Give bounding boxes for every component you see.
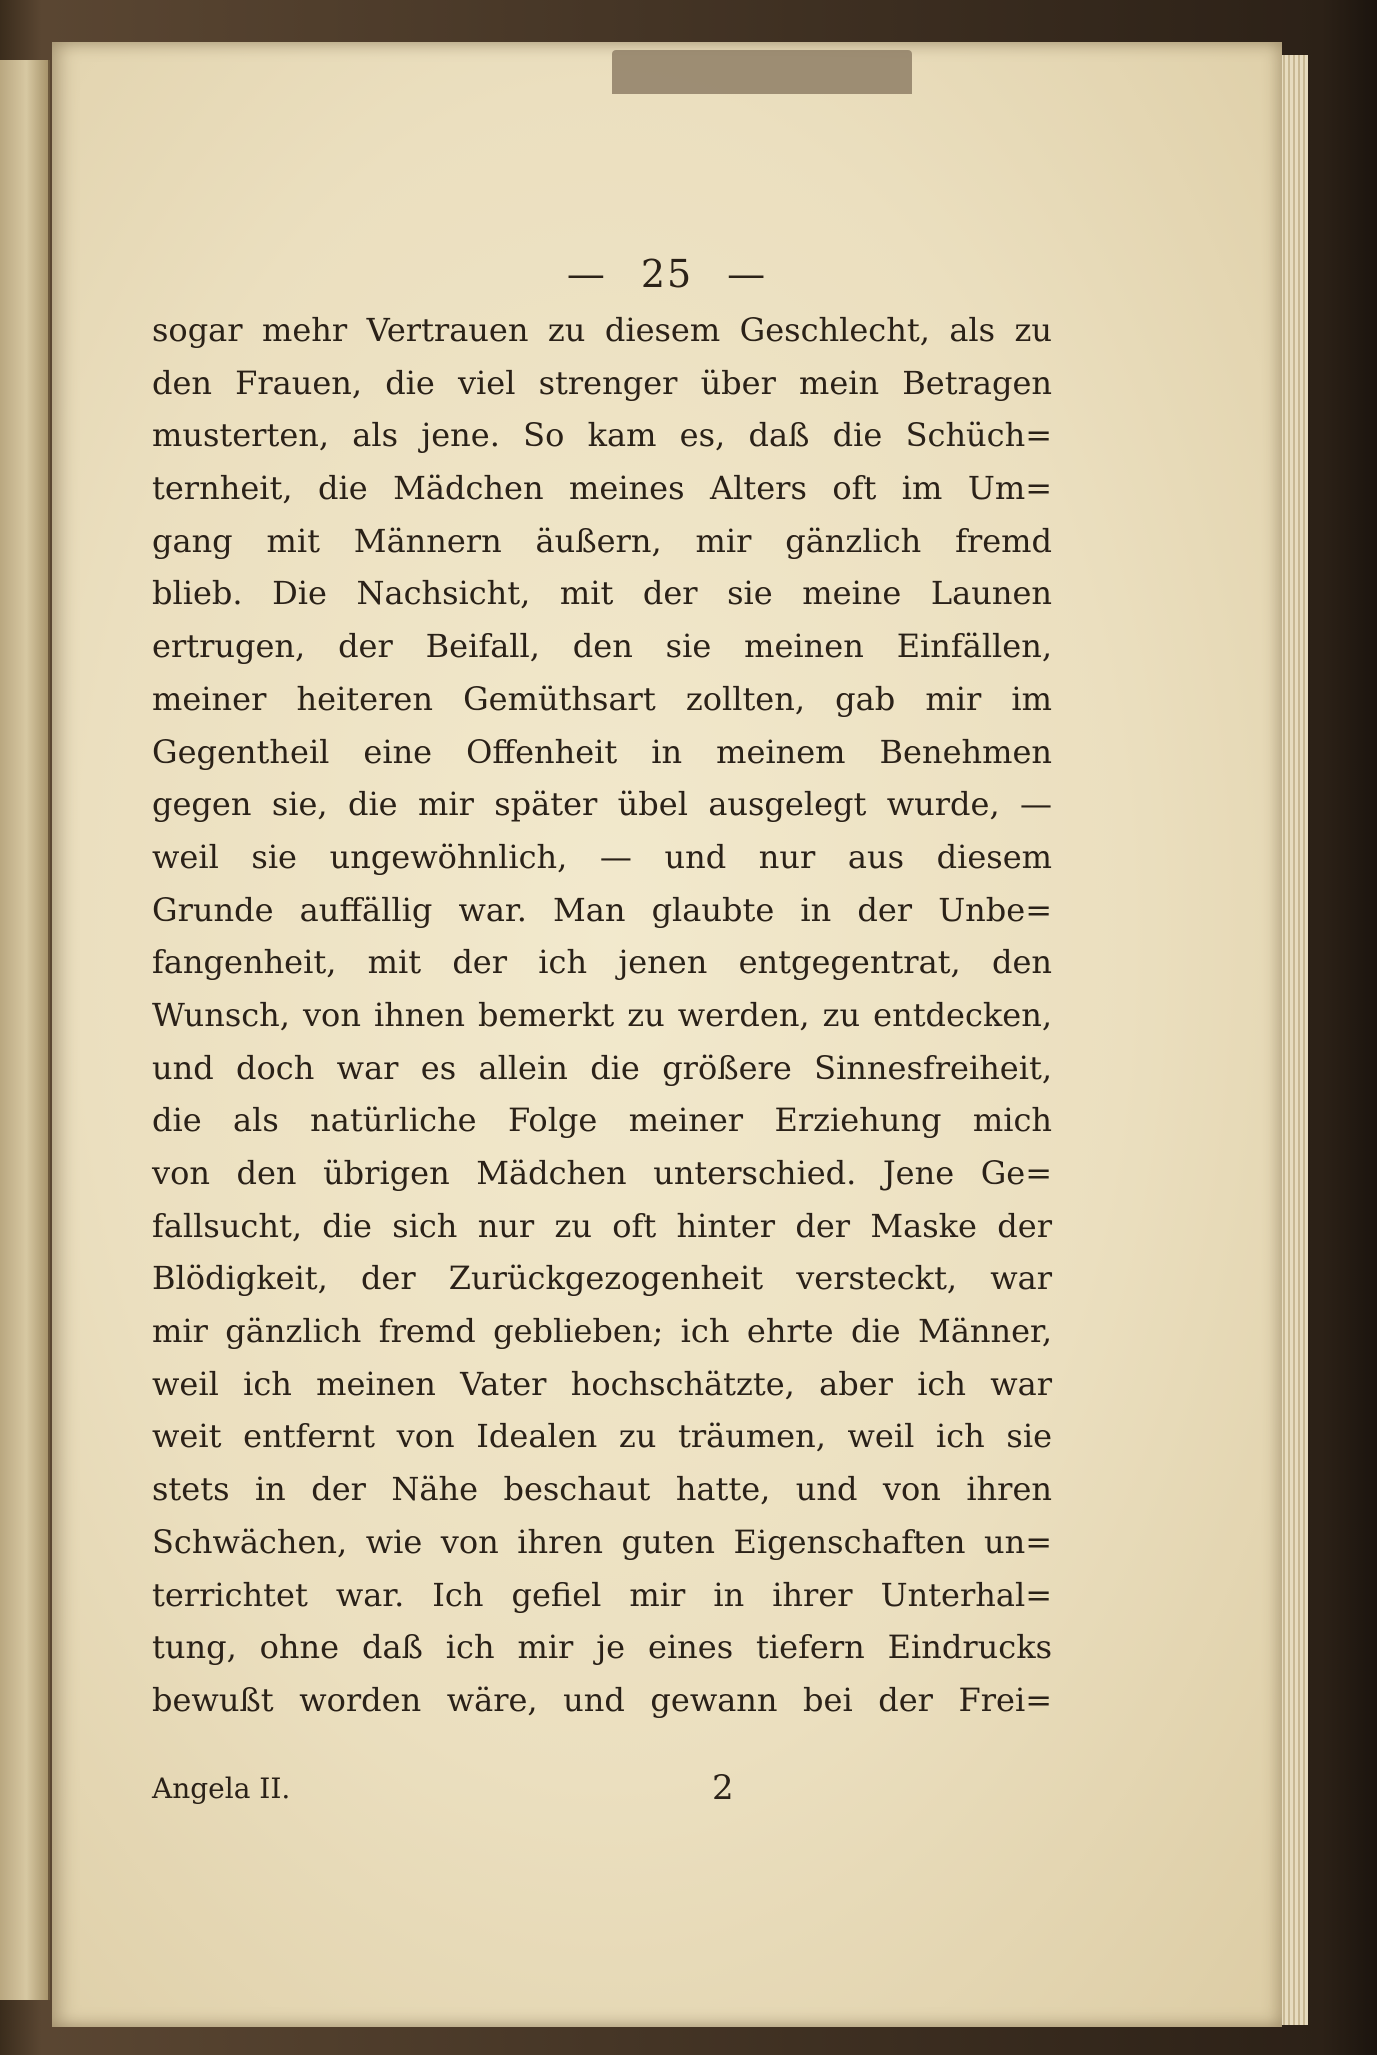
binding-tab	[612, 50, 912, 94]
text-line: Wunsch, von ihnen bemerkt zu werden, zu entdecken,	[152, 995, 1052, 1034]
sheet-number: 2	[712, 1768, 734, 1808]
text-line: Blödigkeit, der Zurückgezogenheit versteckt, war	[152, 1259, 1052, 1298]
text-line: terrichtet war. Ich gefiel mir in ihrer Unterhal=	[152, 1575, 1052, 1614]
text-line: Schwächen, wie von ihren guten Eigenschaften un=	[152, 1522, 1052, 1561]
text-line: weil ich meinen Vater hochschätzte, aber ich war	[152, 1364, 1052, 1403]
text-line: die als natürliche Folge meiner Erziehung mich	[152, 1101, 1052, 1140]
text-line: meiner heiteren Gemüthsart zollten, gab mir im	[152, 679, 1052, 718]
body-text	[152, 304, 1052, 1727]
header-dash-right: —	[727, 252, 768, 296]
text-line: den Frauen, die viel strenger über mein Betragen	[152, 363, 1052, 402]
text-line: weil sie ungewöhnlich, — und nur aus diesem	[152, 837, 1052, 876]
page-number: 25	[640, 252, 694, 296]
text-line: und doch war es allein die größere Sinnesfreiheit,	[152, 1048, 1052, 1087]
page-block-edges	[1280, 55, 1308, 2025]
text-line: Grunde auffällig war. Man glaubte in der Unbe=	[152, 890, 1052, 929]
signature-mark: Angela II.	[152, 1772, 291, 1805]
text-line: blieb. Die Nachsicht, mit der sie meine Launen	[152, 574, 1052, 613]
text-line: Gegentheil eine Offenheit in meinem Benehmen	[152, 732, 1052, 771]
text-line: mir gänzlich fremd geblieben; ich ehrte die Männer,	[152, 1312, 1052, 1351]
text-line: weit entfernt von Idealen zu träumen, weil ich sie	[152, 1417, 1052, 1456]
book-page	[52, 42, 1282, 2027]
header-dash-left: —	[566, 252, 607, 296]
text-line: musterten, als jene. So kam es, daß die Schüch=	[152, 416, 1052, 455]
text-line: fallsucht, die sich nur zu oft hinter der Maske der	[152, 1206, 1052, 1245]
text-line: tung, ohne daß ich mir je eines tiefern Eindrucks	[152, 1628, 1052, 1667]
text-line: ternheit, die Mädchen meines Alters oft im Um=	[152, 469, 1052, 508]
previous-page-edge	[0, 60, 50, 2000]
text-line: stets in der Nähe beschaut hatte, und von ihren	[152, 1470, 1052, 1509]
text-line: sogar mehr Vertrauen zu diesem Geschlecht, als zu	[152, 311, 1052, 349]
text-line: fangenheit, mit der ich jenen entgegentrat, den	[152, 943, 1052, 982]
text-line: gegen sie, die mir später übel ausgelegt wurde, —	[152, 785, 1052, 824]
text-line: ertrugen, der Beifall, den sie meinen Einfällen,	[152, 627, 1052, 666]
text-line: bewußt worden wäre, und gewann bei der Frei=	[152, 1680, 1052, 1719]
text-line: von den übrigen Mädchen unterschied. Jene Ge=	[152, 1154, 1052, 1192]
text-line: gang mit Männern äußern, mir gänzlich fremd	[152, 521, 1052, 560]
page-header	[52, 252, 1282, 296]
